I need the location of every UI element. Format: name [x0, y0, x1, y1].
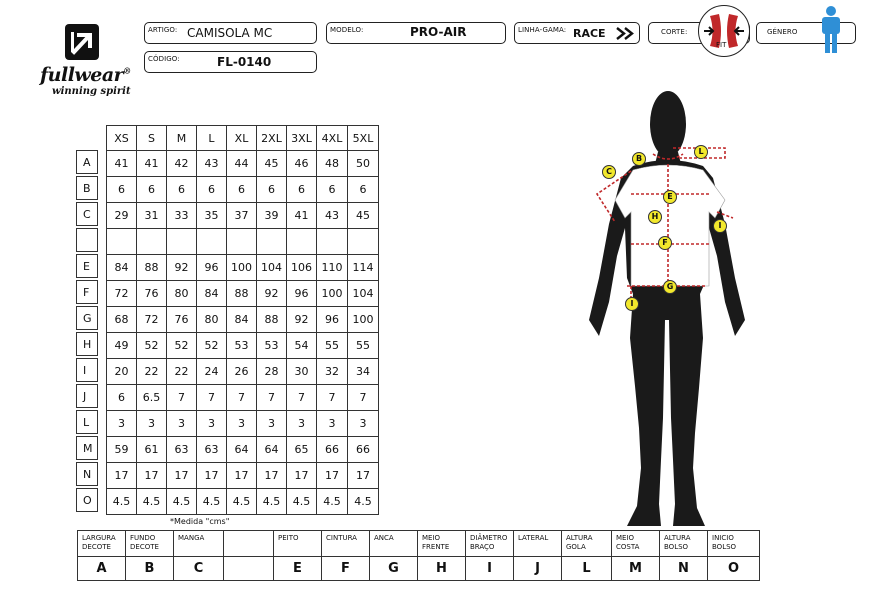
- table-cell: 17: [348, 463, 379, 489]
- legend-measure-letter: N: [660, 557, 708, 581]
- table-cell: 53: [257, 333, 287, 359]
- size-table: [106, 125, 379, 515]
- legend-measure-letter: G: [370, 557, 418, 581]
- table-cell: 3: [167, 411, 197, 437]
- table-row: [107, 281, 379, 307]
- table-cell: 100: [317, 281, 348, 307]
- table-cell: 84: [197, 281, 227, 307]
- legend-names-row: [78, 531, 760, 557]
- table-cell: 76: [137, 281, 167, 307]
- table-cell: 64: [257, 437, 287, 463]
- row-label: I: [76, 358, 98, 382]
- table-cell: 6: [348, 177, 379, 203]
- modelo-box: [326, 22, 506, 44]
- table-cell: 64: [227, 437, 257, 463]
- table-cell: 17: [167, 463, 197, 489]
- legend-letters-row: [78, 557, 760, 581]
- table-cell: 49: [107, 333, 137, 359]
- table-cell: 6: [197, 177, 227, 203]
- table-cell: 6: [107, 385, 137, 411]
- legend-measure-letter: E: [274, 557, 322, 581]
- table-cell: 3: [227, 411, 257, 437]
- table-row: [107, 229, 379, 255]
- legend-measure-letter: M: [612, 557, 660, 581]
- table-cell: [227, 229, 257, 255]
- table-row: [107, 151, 379, 177]
- table-cell: 41: [137, 151, 167, 177]
- table-cell: 76: [167, 307, 197, 333]
- legend-measure-name: ANCA: [370, 531, 418, 557]
- measure-marker: I: [625, 297, 639, 311]
- double-chevron-icon: [615, 26, 637, 41]
- size-table-body: [107, 151, 379, 515]
- table-cell: 84: [227, 307, 257, 333]
- legend-measure-name: CINTURA: [322, 531, 370, 557]
- table-cell: 48: [317, 151, 348, 177]
- table-row: [107, 255, 379, 281]
- table-cell: 29: [107, 203, 137, 229]
- table-cell: 24: [197, 359, 227, 385]
- size-header: 4XL: [317, 126, 348, 151]
- artigo-label: ARTIGO:: [148, 26, 178, 34]
- table-cell: 17: [317, 463, 348, 489]
- row-label: E: [76, 254, 98, 278]
- table-cell: 66: [317, 437, 348, 463]
- table-cell: 6: [257, 177, 287, 203]
- artigo-value: CAMISOLA MC: [187, 26, 273, 40]
- legend-measure-letter: O: [708, 557, 760, 581]
- row-label: A: [76, 150, 98, 174]
- table-row: [107, 411, 379, 437]
- table-row: [107, 203, 379, 229]
- table-cell: 3: [287, 411, 317, 437]
- table-row: [107, 333, 379, 359]
- table-cell: 42: [167, 151, 197, 177]
- table-cell: 63: [167, 437, 197, 463]
- table-cell: 6.5: [137, 385, 167, 411]
- row-label: G: [76, 306, 98, 330]
- codigo-box: [144, 51, 317, 73]
- table-cell: 54: [287, 333, 317, 359]
- linha-box: [514, 22, 640, 44]
- table-cell: 7: [317, 385, 348, 411]
- measure-marker: B: [632, 152, 646, 166]
- row-label: [76, 228, 98, 252]
- table-cell: 22: [137, 359, 167, 385]
- table-cell: 17: [227, 463, 257, 489]
- legend-measure-letter: L: [562, 557, 612, 581]
- shirt-outline: [615, 165, 725, 286]
- table-cell: 3: [107, 411, 137, 437]
- table-cell: 3: [197, 411, 227, 437]
- row-label: F: [76, 280, 98, 304]
- table-cell: 96: [197, 255, 227, 281]
- table-cell: 20: [107, 359, 137, 385]
- table-cell: [348, 229, 379, 255]
- table-cell: 6: [317, 177, 348, 203]
- table-cell: 84: [107, 255, 137, 281]
- table-cell: 6: [137, 177, 167, 203]
- table-cell: 63: [197, 437, 227, 463]
- table-cell: 4.5: [197, 489, 227, 515]
- table-cell: 4.5: [317, 489, 348, 515]
- linha-label: LINHA-GAMA:: [518, 26, 567, 34]
- size-header: XL: [227, 126, 257, 151]
- table-cell: 100: [348, 307, 379, 333]
- table-cell: 33: [167, 203, 197, 229]
- legend-measure-name: FUNDO DECOTE: [126, 531, 174, 557]
- table-cell: 7: [348, 385, 379, 411]
- table-cell: 4.5: [167, 489, 197, 515]
- modelo-label: MODELO:: [330, 26, 364, 34]
- table-cell: 7: [167, 385, 197, 411]
- table-cell: [137, 229, 167, 255]
- table-cell: 17: [257, 463, 287, 489]
- table-cell: 72: [107, 281, 137, 307]
- measure-marker: E: [663, 190, 677, 204]
- table-cell: 3: [317, 411, 348, 437]
- table-row: [107, 463, 379, 489]
- legend-measure-letter: I: [466, 557, 514, 581]
- table-cell: 66: [348, 437, 379, 463]
- table-cell: 72: [137, 307, 167, 333]
- legend-measure-name: ALTURA BOLSO: [660, 531, 708, 557]
- body-figure-diagram: [575, 88, 765, 530]
- table-cell: 4.5: [257, 489, 287, 515]
- legend-measure-letter: C: [174, 557, 224, 581]
- table-cell: 4.5: [287, 489, 317, 515]
- table-cell: 22: [167, 359, 197, 385]
- table-cell: 3: [348, 411, 379, 437]
- legend-measure-name: MEIO FRENTE: [418, 531, 466, 557]
- table-cell: 6: [167, 177, 197, 203]
- table-cell: 43: [317, 203, 348, 229]
- linha-value: RACE: [573, 27, 606, 40]
- legend-measure-name: DIÂMETRO BRAÇO: [466, 531, 514, 557]
- table-cell: 4.5: [348, 489, 379, 515]
- table-cell: [257, 229, 287, 255]
- table-cell: 80: [167, 281, 197, 307]
- table-cell: 41: [107, 151, 137, 177]
- table-cell: 50: [348, 151, 379, 177]
- row-label: H: [76, 332, 98, 356]
- table-cell: 6: [107, 177, 137, 203]
- table-cell: 17: [287, 463, 317, 489]
- table-cell: 41: [287, 203, 317, 229]
- table-cell: [287, 229, 317, 255]
- table-cell: 114: [348, 255, 379, 281]
- table-cell: 104: [348, 281, 379, 307]
- size-header: 5XL: [348, 126, 379, 151]
- row-label: N: [76, 462, 98, 486]
- legend-measure-name: PEITO: [274, 531, 322, 557]
- table-cell: 44: [227, 151, 257, 177]
- row-label: M: [76, 436, 98, 460]
- table-cell: 3: [257, 411, 287, 437]
- table-cell: 34: [348, 359, 379, 385]
- table-cell: 28: [257, 359, 287, 385]
- table-cell: 68: [107, 307, 137, 333]
- artigo-box: [144, 22, 317, 44]
- row-label: J: [76, 384, 98, 408]
- table-cell: [167, 229, 197, 255]
- measure-marker: H: [648, 210, 662, 224]
- table-row: [107, 489, 379, 515]
- table-cell: 55: [317, 333, 348, 359]
- table-row: [107, 437, 379, 463]
- table-cell: 65: [287, 437, 317, 463]
- table-row: [107, 385, 379, 411]
- table-cell: 17: [197, 463, 227, 489]
- table-cell: 32: [317, 359, 348, 385]
- table-cell: 35: [197, 203, 227, 229]
- fit-label: FIT: [716, 41, 727, 49]
- legend-measure-letter: B: [126, 557, 174, 581]
- mannequin-silhouette: [589, 91, 745, 526]
- table-cell: 46: [287, 151, 317, 177]
- size-header-row: [107, 126, 379, 151]
- legend-measure-letter: F: [322, 557, 370, 581]
- legend-measure-letter: H: [418, 557, 466, 581]
- table-cell: 31: [137, 203, 167, 229]
- measure-legend: [77, 530, 760, 581]
- measure-unit-note: *Medida "cms": [170, 517, 230, 526]
- codigo-value: FL-0140: [217, 55, 272, 69]
- genero-label: GÉNERO: [767, 28, 798, 36]
- table-cell: 43: [197, 151, 227, 177]
- measure-marker: L: [694, 145, 708, 159]
- table-row: [107, 177, 379, 203]
- table-cell: 39: [257, 203, 287, 229]
- table-cell: [107, 229, 137, 255]
- table-cell: 96: [287, 281, 317, 307]
- male-gender-icon: [819, 5, 843, 55]
- corte-label: CORTE:: [661, 28, 688, 36]
- codigo-label: CÓDIGO:: [148, 55, 180, 63]
- row-label: L: [76, 410, 98, 434]
- size-header: M: [167, 126, 197, 151]
- table-cell: [197, 229, 227, 255]
- table-cell: 4.5: [227, 489, 257, 515]
- legend-measure-name: ALTURA GOLA: [562, 531, 612, 557]
- measure-marker: F: [658, 236, 672, 250]
- table-cell: 45: [348, 203, 379, 229]
- row-label: B: [76, 176, 98, 200]
- table-cell: 3: [137, 411, 167, 437]
- table-cell: 53: [227, 333, 257, 359]
- legend-measure-name: LARGURA DECOTE: [78, 531, 126, 557]
- measure-marker: G: [663, 280, 677, 294]
- table-cell: [317, 229, 348, 255]
- legend-measure-name: INICIO BOLSO: [708, 531, 760, 557]
- table-cell: 6: [227, 177, 257, 203]
- table-cell: 104: [257, 255, 287, 281]
- table-cell: 96: [317, 307, 348, 333]
- table-cell: 92: [167, 255, 197, 281]
- legend-measure-name: MANGA: [174, 531, 224, 557]
- table-cell: 88: [257, 307, 287, 333]
- table-cell: 30: [287, 359, 317, 385]
- table-cell: 88: [137, 255, 167, 281]
- size-header: L: [197, 126, 227, 151]
- legend-measure-name: LATERAL: [514, 531, 562, 557]
- table-cell: 92: [257, 281, 287, 307]
- table-cell: 100: [227, 255, 257, 281]
- size-header: XS: [107, 126, 137, 151]
- legend-measure-name: MEIO COSTA: [612, 531, 660, 557]
- table-cell: 52: [167, 333, 197, 359]
- measure-marker: I: [713, 219, 727, 233]
- table-cell: 17: [107, 463, 137, 489]
- row-label: O: [76, 488, 98, 512]
- legend-measure-letter: J: [514, 557, 562, 581]
- size-header: 2XL: [257, 126, 287, 151]
- table-cell: 52: [197, 333, 227, 359]
- table-row: [107, 307, 379, 333]
- legend-measure-letter: A: [78, 557, 126, 581]
- table-cell: 88: [227, 281, 257, 307]
- brand-name: fullwear®: [40, 64, 131, 86]
- legend-measure-name: [224, 531, 274, 557]
- table-cell: 80: [197, 307, 227, 333]
- table-cell: 4.5: [137, 489, 167, 515]
- table-cell: 110: [317, 255, 348, 281]
- size-header: 3XL: [287, 126, 317, 151]
- table-cell: 55: [348, 333, 379, 359]
- brand-logo-icon: [65, 24, 99, 60]
- table-cell: 59: [107, 437, 137, 463]
- table-cell: 7: [197, 385, 227, 411]
- size-header: S: [137, 126, 167, 151]
- table-cell: 45: [257, 151, 287, 177]
- table-cell: 7: [257, 385, 287, 411]
- table-cell: 61: [137, 437, 167, 463]
- table-cell: 37: [227, 203, 257, 229]
- modelo-value: PRO-AIR: [410, 25, 467, 39]
- table-cell: 7: [287, 385, 317, 411]
- measure-marker: C: [602, 165, 616, 179]
- brand-tagline: winning spirit: [52, 86, 131, 97]
- table-cell: 26: [227, 359, 257, 385]
- table-cell: 7: [227, 385, 257, 411]
- table-cell: 6: [287, 177, 317, 203]
- table-cell: 106: [287, 255, 317, 281]
- table-row: [107, 359, 379, 385]
- legend-measure-letter: [224, 557, 274, 581]
- table-cell: 17: [137, 463, 167, 489]
- row-label: C: [76, 202, 98, 226]
- table-cell: 52: [137, 333, 167, 359]
- fit-badge: [698, 5, 750, 57]
- table-cell: 4.5: [107, 489, 137, 515]
- table-cell: 92: [287, 307, 317, 333]
